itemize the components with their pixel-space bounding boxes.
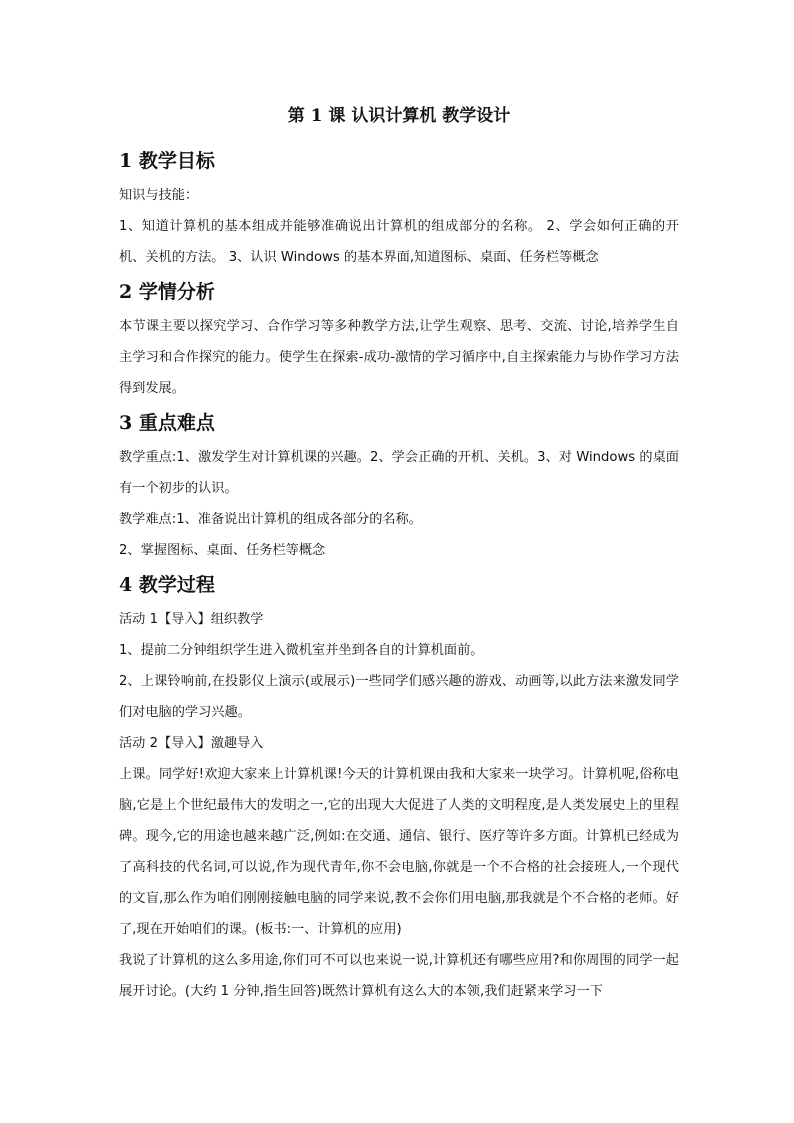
document-page xyxy=(119,96,679,1007)
paragraph: 2、上课铃响前,在投影仪上演示(或展示)一些同学们感兴趣的游戏、动画等,以此方法来激发同学们对电脑的学习兴趣。 xyxy=(119,674,679,720)
section-heading-objectives: 1 教学目标 xyxy=(119,150,215,172)
section-heading-process: 4 教学过程 xyxy=(119,574,215,596)
paragraph: 教学重点:1、激发学生对计算机课的兴趣。2、学会正确的开机、关机。3、对 Windows 的桌面有一个初步的认识。 xyxy=(119,450,679,496)
paragraph: 活动 2【导入】激趣导入 xyxy=(119,736,264,751)
paragraph: 1、知道计算机的基本组成并能够准确说出计算机的组成部分的名称。 2、学会如何正确的开机、关机的方法。 3、认识 Windows 的基本界面,知道图标、桌面、任务栏等概念 xyxy=(119,219,679,265)
paragraph: 知识与技能： xyxy=(119,188,199,203)
paragraph: 1、提前二分钟组织学生进入微机室并坐到各自的计算机面前。 xyxy=(119,643,484,658)
paragraph: 我说了计算机的这么多用途,你们可不可以也来说一说,计算机还有哪些应用?和你周围的同学一起展开讨论。(大约 1 分钟,指生回答)既然计算机有这么大的本领,我们赶紧来学习一下 xyxy=(119,953,679,999)
paragraph: 活动 1【导入】组织教学 xyxy=(119,612,264,627)
paragraph: 教学难点:1、准备说出计算机的组成各部分的名称。 xyxy=(119,512,422,527)
section-heading-key-points: 3 重点难点 xyxy=(119,412,215,434)
section-heading-analysis: 2 学情分析 xyxy=(119,281,215,303)
document-title: 第 1 课 认识计算机 教学设计 xyxy=(287,106,511,126)
paragraph: 2、掌握图标、桌面、任务栏等概念 xyxy=(119,543,326,558)
paragraph: 本节课主要以探究学习、合作学习等多种教学方法,让学生观察、思考、交流、讨论,培养学生自主学习和合作探究的能力。使学生在探索-成功-激情的学习循序中,自主探索能力与协作学习方法得到发展。 xyxy=(119,319,679,396)
paragraph: 上课。同学好!欢迎大家来上计算机课!今天的计算机课由我和大家来一块学习。计算机呢,俗称电脑,它是上个世纪最伟大的发明之一,它的出现大大促进了人类的文明程度,是人类发展史上的里程碑。现今,它的用途也越来越广泛,例如:在交通、通信、银行、医疗等许多方面。计算机已经成为了高科技的代名词,可以说,作为现代青年,你不会电脑,你就是一个不合格的社会接班人,一个现代的文盲,那么作为咱们刚刚接触电脑的同学来说,教不会你们用电脑,那我就是个不合格的老师。好了,现在开始咱们的课。(板书:一、计算机的应用) xyxy=(119,767,679,937)
